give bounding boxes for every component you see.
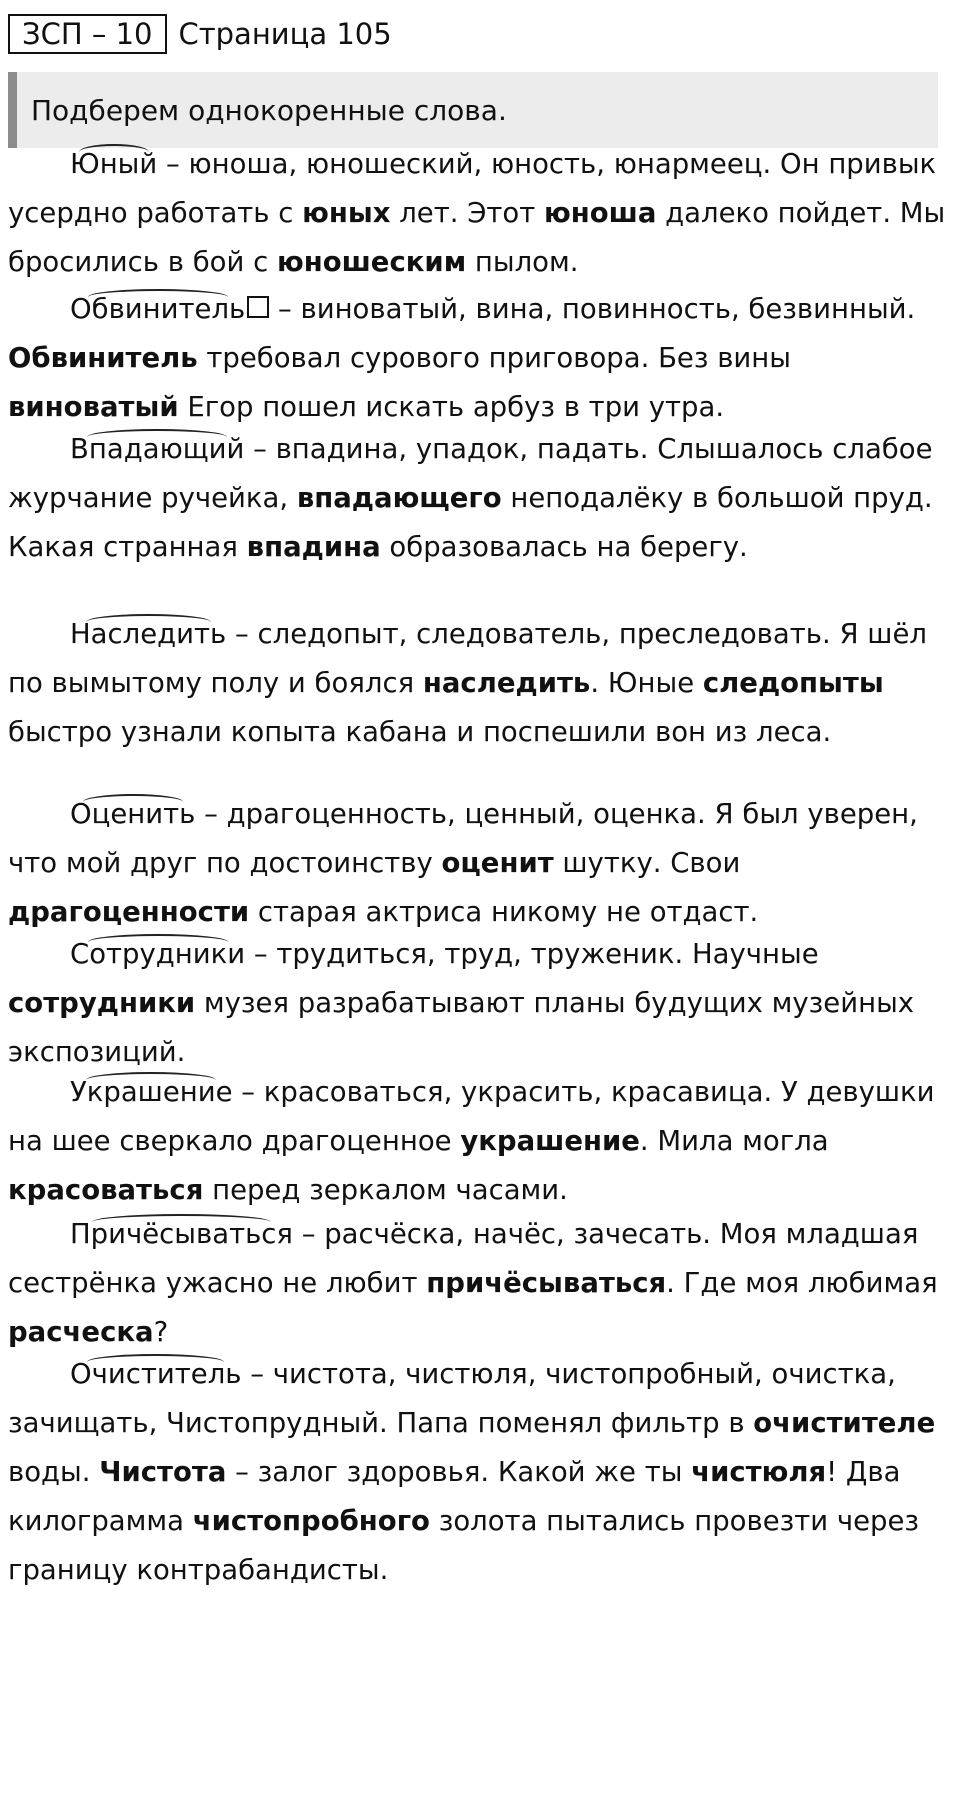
section-badge: ЗСП – 10 xyxy=(8,14,167,54)
paragraph-1: Юный – юноша, юношеский, юность, юнармеец. Он привык усердно работать с юных лет. Этот юноша далеко пойдет. Мы бросились в бой с юношеским пылом. xyxy=(8,148,946,278)
head-word: Причёсываться xyxy=(70,1218,293,1250)
head-word: Сотрудники xyxy=(70,938,246,970)
paragraph-5: Оценить – драгоценность, ценный, оценка. Я был уверен, что мой друг по достоинству оценит шутку. Свои драгоценности старая актриса никому не отдаст. xyxy=(8,798,918,928)
head-word: Юный xyxy=(70,148,158,180)
null-ending-icon xyxy=(247,296,269,318)
paragraph-2: Обвинитель – виноватый, вина, повинность, безвинный. Обвинитель требовал сурового приговора. Без вины виноватый Егор пошел искать арбуз в три утра. xyxy=(8,293,916,423)
head-word: Оценить xyxy=(70,798,196,830)
head-word: Впадающий xyxy=(70,433,245,465)
page-header xyxy=(8,14,392,54)
head-word: Наследить xyxy=(70,618,227,650)
paragraph-6: Сотрудники – трудиться, труд, труженик. Научные сотрудники музея разрабатывают планы будущих музейных экспозиций. xyxy=(8,938,915,1068)
page-label: Страница 105 xyxy=(178,17,392,51)
paragraph-9: Очиститель – чистота, чистюля, чистопробный, очистка, зачищать, Чистопрудный. Папа поменял фильтр в очистителе воды. Чистота – залог здоровья. Какой же ты чистюля! Два килограмма чистопробного золота пытались провезти через границу контрабандисты. xyxy=(8,1358,936,1586)
head-word: Украшение xyxy=(70,1076,233,1108)
intro-text: Подберем однокоренные слова. xyxy=(31,93,507,127)
paragraph-4: Наследить – следопыт, следователь, преследовать. Я шёл по вымытому полу и боялся наследить. Юные следопыты быстро узнали копыта кабана и поспешили вон из леса. xyxy=(8,618,927,748)
head-word: Очиститель xyxy=(70,1358,242,1390)
head-word: Обвинитель xyxy=(70,293,246,325)
paragraph-7: Украшение – красоваться, украсить, красавица. У девушки на шее сверкало драгоценное украшение. Мила могла красоваться перед зеркалом часами. xyxy=(8,1076,935,1206)
paragraph-3: Впадающий – впадина, упадок, падать. Слышалось слабое журчание ручейка, впадающего неподалёку в большой пруд. Какая странная впадина образовалась на берегу. xyxy=(8,433,933,563)
intro-banner xyxy=(8,72,938,148)
paragraph-8: Причёсываться – расчёска, начёс, зачесать. Моя младшая сестрёнка ужасно не любит причёсываться. Где моя любимая расческа? xyxy=(8,1218,938,1348)
